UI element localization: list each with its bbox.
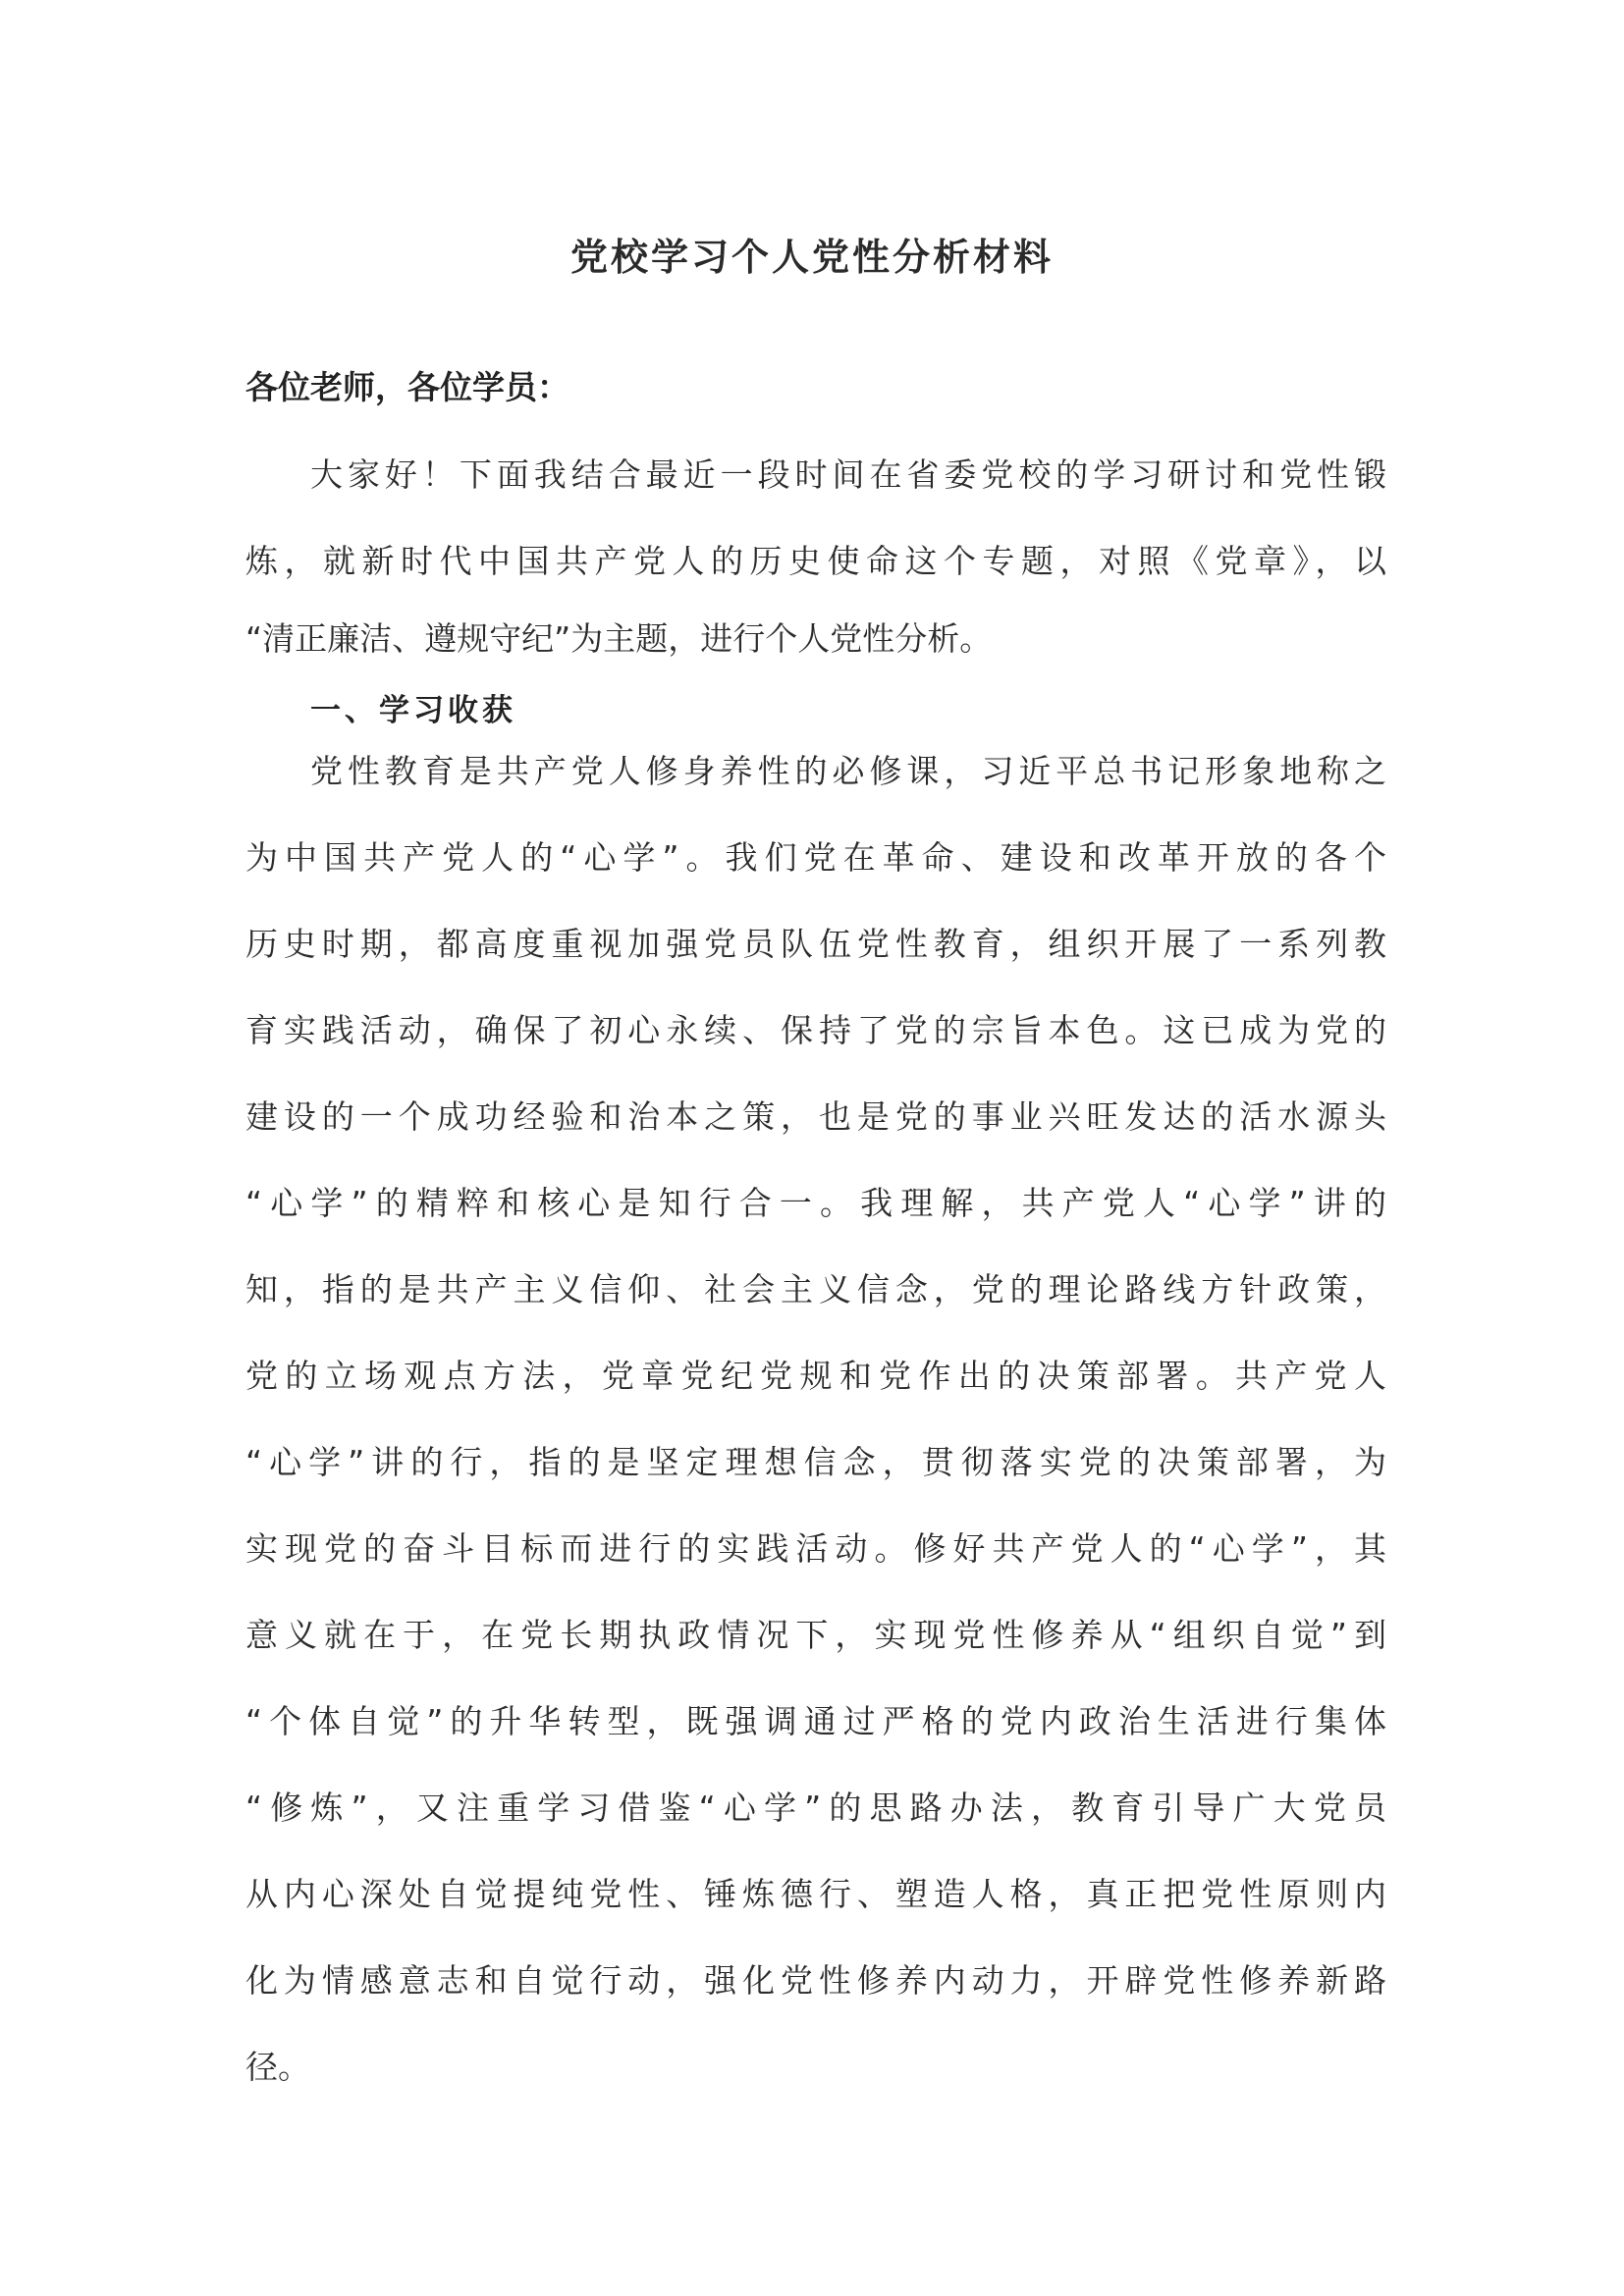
section-heading: 一、学习收获 [310, 693, 516, 728]
paragraph-line: 化为情感意志和自觉行动，强化党性修养内动力，开辟党性修养新路 [245, 1961, 1386, 2000]
paragraph-line: 径。 [245, 2048, 310, 2086]
paragraph-line: “个体自觉”的升华转型，既强调通过严格的党内政治生活进行集体 [245, 1702, 1386, 1740]
paragraph-line: “心学”的精粹和核心是知行合一。我理解，共产党人“心学”讲的 [245, 1184, 1386, 1222]
paragraph-line: 大家好！下面我结合最近一段时间在省委党校的学习研讨和党性锻 [310, 455, 1386, 494]
paragraph-line: 炼，就新时代中国共产党人的历史使命这个专题，对照《党章》，以 [245, 542, 1386, 580]
paragraph-line: 意义就在于，在党长期执政情况下，实现党性修养从“组织自觉”到 [245, 1616, 1386, 1654]
paragraph-line: “清正廉洁、遵规守纪”为主题，进行个人党性分析。 [245, 619, 993, 658]
paragraph-line: 知，指的是共产主义信仰、社会主义信念，党的理论路线方针政策， [245, 1270, 1386, 1308]
intro-paragraph [245, 432, 1386, 673]
paragraph-line: “修炼”，又注重学习借鉴“心学”的思路办法，教育引导广大党员 [245, 1789, 1386, 1827]
paragraph-line: 育实践活动，确保了初心永续、保持了党的宗旨本色。这已成为党的 [245, 1011, 1386, 1049]
paragraph-line: 从内心深处自觉提纯党性、锤炼德行、塑造人格，真正把党性原则内 [245, 1875, 1386, 1913]
paragraph-line: “心学”讲的行，指的是坚定理想信念，贯彻落实党的决策部署，为 [245, 1443, 1386, 1481]
paragraph-line: 党性教育是共产党人修身养性的必修课，习近平总书记形象地称之 [310, 752, 1386, 790]
section-1-paragraph [245, 728, 1386, 2110]
paragraph-line: 建设的一个成功经验和治本之策，也是党的事业兴旺发达的活水源头 [245, 1097, 1386, 1136]
salutation: 各位老师，各位学员： [245, 368, 569, 406]
paragraph-line: 实现党的奋斗目标而进行的实践活动。修好共产党人的“心学”，其 [245, 1529, 1386, 1568]
paragraph-line: 为中国共产党人的“心学”。我们党在革命、建设和改革开放的各个 [245, 838, 1386, 877]
paragraph-line: 党的立场观点方法，党章党纪党规和党作出的决策部署。共产党人 [245, 1357, 1386, 1395]
paragraph-line: 历史时期，都高度重视加强党员队伍党性教育，组织开展了一系列教 [245, 925, 1386, 963]
document-title: 党校学习个人党性分析材料 [569, 235, 1054, 279]
